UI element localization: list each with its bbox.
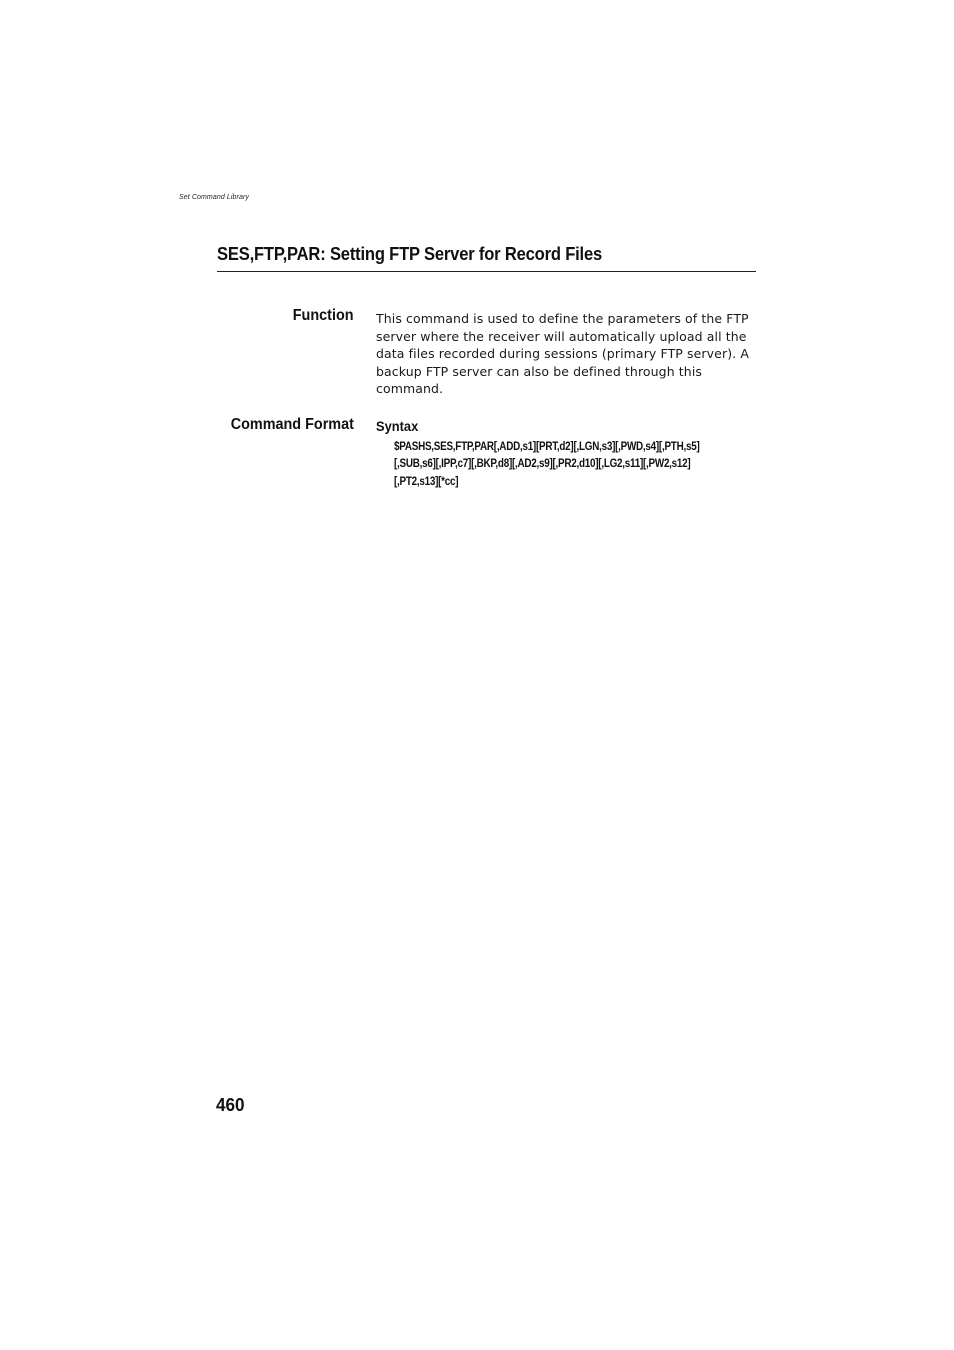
running-header: Set Command Library	[179, 194, 249, 201]
title-rule	[217, 271, 756, 272]
section-title: SES,FTP,PAR: Setting FTP Server for Record Files	[217, 244, 603, 264]
function-label: Function	[293, 307, 354, 324]
function-description: This command is used to define the parameters of the FTP server where the receiver will automatically upload all the data files recorded during sessions (primary FTP server). A backup FTP server can also be defined through this command.	[376, 311, 749, 396]
command-format-label: Command Format	[230, 416, 354, 433]
syntax-line: [,PT2,s13][*cc]	[394, 476, 459, 488]
syntax-line: [,SUB,s6][,IPP,c7][,BKP,d8][,AD2,s9][,PR2,d10][,LG2,s11][,PW2,s12]	[394, 458, 691, 470]
page-number: 460	[216, 1095, 245, 1115]
syntax-heading: Syntax	[376, 418, 419, 434]
syntax-line: $PASHS,SES,FTP,PAR[,ADD,s1][PRT,d2][,LGN,s3][,PWD,s4][,PTH,s5]	[394, 441, 700, 453]
